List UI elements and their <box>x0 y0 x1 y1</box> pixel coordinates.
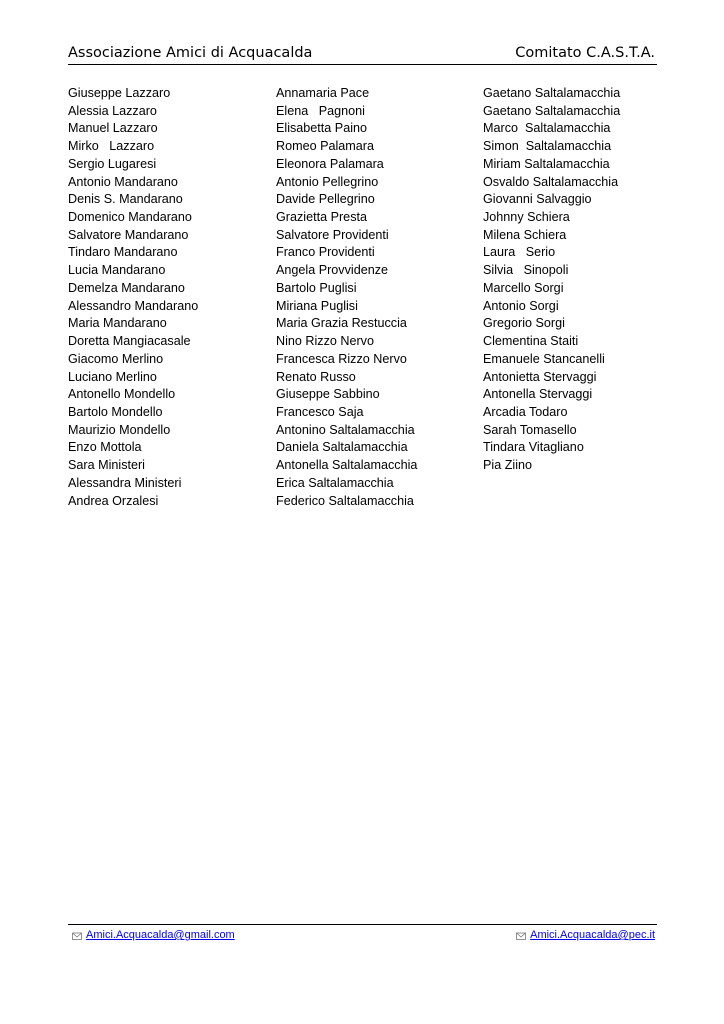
member-name: Sergio Lugaresi <box>68 156 157 171</box>
member-name: Salvatore Providenti <box>276 227 389 242</box>
pec-email-link[interactable]: Amici.Acquacalda@pec.it <box>530 929 655 941</box>
member-name: Daniela Saltalamacchia <box>276 440 408 455</box>
member-name: Antonella Stervaggi <box>483 387 593 402</box>
member-column-3 <box>483 85 620 475</box>
member-name: Angela Provvidenze <box>276 263 389 278</box>
member-name: Alessandro Mandarano <box>68 298 199 313</box>
member-name: Gregorio Sorgi <box>483 316 565 331</box>
member-name: Arcadia Todaro <box>483 404 568 419</box>
member-name: Demelza Mandarano <box>68 280 185 295</box>
member-name: Salvatore Mandarano <box>68 227 189 242</box>
member-name: Eleonora Palamara <box>276 156 384 171</box>
member-name: Elisabetta Paino <box>276 121 368 136</box>
member-name: Tindara Vitagliano <box>483 440 584 455</box>
member-name: Marcello Sorgi <box>483 280 564 295</box>
member-name: Antonella Saltalamacchia <box>276 458 418 473</box>
member-name: Alessandra Ministeri <box>68 475 182 490</box>
member-name: Luciano Merlino <box>68 369 157 384</box>
member-name: Alessia Lazzaro <box>68 103 157 118</box>
member-name: Giuseppe Lazzaro <box>68 86 171 100</box>
member-name: Grazietta Presta <box>276 210 367 225</box>
page-footer <box>68 924 657 945</box>
member-name: Denis S. Mandarano <box>68 192 183 207</box>
member-name: Antonio Sorgi <box>483 298 559 313</box>
member-name: Maurizio Mondello <box>68 422 171 437</box>
member-name: Osvaldo Saltalamacchia <box>483 174 619 189</box>
member-name: Marco Saltalamacchia <box>483 121 611 136</box>
member-name: Erica Saltalamacchia <box>276 475 394 490</box>
member-name: Giovanni Salvaggio <box>483 192 592 207</box>
member-name: Annamaria Pace <box>276 86 370 100</box>
footer-email-gmail <box>72 929 235 942</box>
member-name: Francesca Rizzo Nervo <box>276 351 407 366</box>
member-name: Emanuele Stancanelli <box>483 351 605 366</box>
member-name: Antonio Pellegrino <box>276 174 379 189</box>
member-name: Sara Ministeri <box>68 458 145 473</box>
member-name: Antonino Saltalamacchia <box>276 422 415 437</box>
member-name: Domenico Mandarano <box>68 210 192 225</box>
member-name: Tindaro Mandarano <box>68 245 178 260</box>
member-name: Milena Schiera <box>483 227 567 242</box>
member-name: Sarah Tomasello <box>483 422 577 437</box>
member-name: Enzo Mottola <box>68 440 142 455</box>
member-name: Pia Ziino <box>483 458 532 473</box>
envelope-icon <box>72 931 82 941</box>
member-name: Antonello Mondello <box>68 387 176 402</box>
committee-title: Comitato C.A.S.T.A. <box>515 45 655 61</box>
member-name: Bartolo Puglisi <box>276 280 357 295</box>
member-name: Simon Saltalamacchia <box>483 139 612 154</box>
member-name: Gaetano Saltalamacchia <box>483 86 621 100</box>
member-name: Andrea Orzalesi <box>68 493 159 508</box>
member-name: Elena Pagnoni <box>276 103 365 118</box>
member-name: Bartolo Mondello <box>68 404 163 419</box>
page-header <box>68 44 657 65</box>
association-title: Associazione Amici di Acquacalda <box>68 45 313 61</box>
member-name: Silvia Sinopoli <box>483 263 569 278</box>
member-name: Romeo Palamara <box>276 139 374 154</box>
member-name: Lucia Mandarano <box>68 263 166 278</box>
member-name: Maria Grazia Restuccia <box>276 316 407 331</box>
member-name: Clementina Staiti <box>483 334 579 349</box>
envelope-icon <box>516 931 526 941</box>
member-name: Giacomo Merlino <box>68 351 164 366</box>
member-name: Mirko Lazzaro <box>68 139 155 154</box>
member-name: Renato Russo <box>276 369 356 384</box>
member-name: Antonietta Stervaggi <box>483 369 597 384</box>
member-name: Franco Providenti <box>276 245 375 260</box>
member-column-2 <box>276 85 417 510</box>
member-name: Nino Rizzo Nervo <box>276 334 374 349</box>
member-name: Johnny Schiera <box>483 210 570 225</box>
member-name: Gaetano Saltalamacchia <box>483 103 621 118</box>
member-column-1 <box>68 85 198 510</box>
member-name: Giuseppe Sabbino <box>276 387 380 402</box>
member-name: Laura Serio <box>483 245 556 260</box>
member-name: Doretta Mangiacasale <box>68 334 191 349</box>
member-name: Miriana Puglisi <box>276 298 358 313</box>
member-name: Federico Saltalamacchia <box>276 493 414 508</box>
member-name: Francesco Saja <box>276 404 364 419</box>
member-name: Miriam Saltalamacchia <box>483 156 610 171</box>
member-name: Davide Pellegrino <box>276 192 375 207</box>
member-name: Antonio Mandarano <box>68 174 178 189</box>
gmail-email-link[interactable]: Amici.Acquacalda@gmail.com <box>86 929 235 941</box>
footer-email-pec <box>516 929 655 942</box>
member-name: Maria Mandarano <box>68 316 167 331</box>
member-name: Manuel Lazzaro <box>68 121 158 136</box>
